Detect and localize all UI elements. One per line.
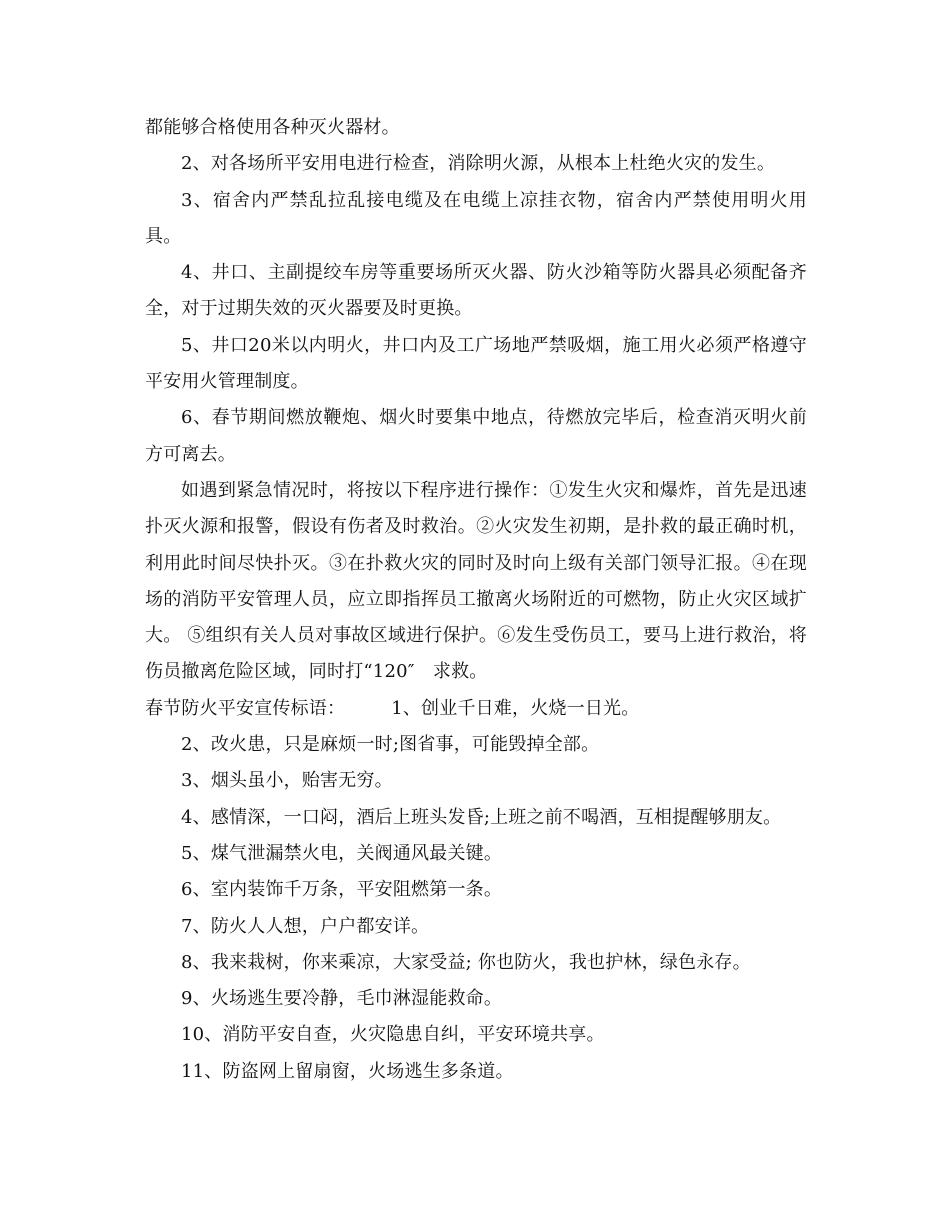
slogan-item-5: 5、煤气泄漏禁火电，关阀通风最关键。 xyxy=(181,842,503,864)
slogan-item-11: 11、防盗网上留扇窗，火场逃生多条道。 xyxy=(181,1060,514,1082)
paragraph-continuation: 都能够合格使用各种灭火器材。 xyxy=(145,117,400,138)
slogan-item-4: 4、感情深，一口闷，酒后上班头发昏;上班之前不喝酒，互相提醒够朋友。 xyxy=(181,806,782,828)
slogan-item-7: 7、防火人人想，户户都安详。 xyxy=(181,915,430,937)
paragraph-item-4: 4、井口、主副提绞车房等重要场所灭火器、防火沙箱等防火器具必须配备齐全，对于过期失效的灭火器要及时更换。 xyxy=(145,262,807,320)
slogan-item-9: 9、火场逃生要冷静，毛巾淋湿能救命。 xyxy=(181,988,503,1010)
slogans-heading: 春节防火平安宣传标语： xyxy=(145,697,346,719)
slogan-item-1: 1、创业千日难，火烧一日光。 xyxy=(391,697,640,719)
paragraph-emergency-procedure: 如遇到紧急情况时，将按以下程序进行操作：①发生火灾和爆炸，首先是迅速扑灭火源和报警，假设有伤者及时救治。②火灾发生初期，是扑救的最正确时机，利用此时间尽快扑灭。③在扑救火灾的同时及时向上级有关部门领导汇报。④在现场的消防平安管理人员，应立即指挥员工撤离火场附近的可燃物，防止火灾区域扩大。 ⑤组织有关人员对事故区域进行保护。⑥发生受伤员工，要马上进行救治，将伤员撤离危险区域，同时打“120″ 求救。 xyxy=(145,479,807,683)
slogan-item-10: 10、消防平安自查，火灾隐患自纠，平安环境共享。 xyxy=(181,1024,605,1046)
paragraph-item-5: 5、井口20米以内明火，井口内及工广场地严禁吸烟，施工用火必须严格遵守平安用火管理制度。 xyxy=(145,334,807,393)
slogan-item-6: 6、室内装饰千万条，平安阻燃第一条。 xyxy=(181,879,503,901)
paragraph-item-3: 3、宿舍内严禁乱拉乱接电缆及在电缆上凉挂衣物，宿舍内严禁使用明火用具。 xyxy=(145,189,807,247)
paragraph-item-6: 6、春节期间燃放鞭炮、烟火时要集中地点，待燃放完毕后，检查消灭明火前方可离去。 xyxy=(145,407,807,465)
paragraph-item-2: 2、对各场所平安用电进行检查，消除明火源，从根本上杜绝火灾的发生。 xyxy=(181,153,776,175)
slogan-item-2: 2、改火患，只是麻烦一时;图省事，可能毁掉全部。 xyxy=(181,734,600,756)
slogans-heading-line xyxy=(145,691,807,727)
slogan-item-8: 8、我来栽树，你来乘凉，大家受益; 你也防火，我也护林，绿色永存。 xyxy=(181,951,751,973)
slogan-item-3: 3、烟头虽小，贻害无穷。 xyxy=(181,770,393,792)
document-body xyxy=(145,110,807,1090)
